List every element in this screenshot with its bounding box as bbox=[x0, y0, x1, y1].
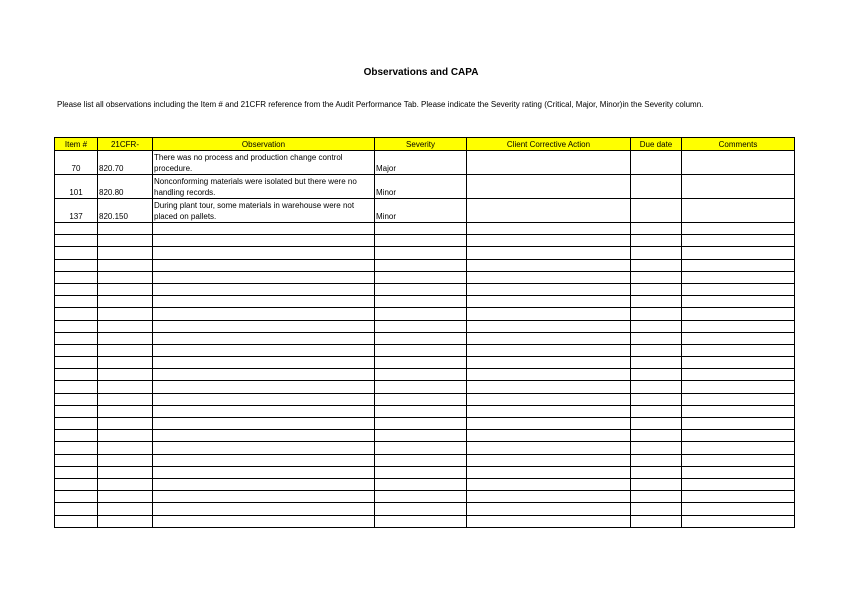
cell-severity[interactable] bbox=[375, 442, 467, 454]
empty-table-row bbox=[55, 466, 795, 478]
cell-item-number[interactable] bbox=[55, 283, 98, 295]
cell-severity[interactable] bbox=[375, 515, 467, 527]
cell-comments[interactable] bbox=[682, 271, 795, 283]
cell-severity[interactable] bbox=[375, 418, 467, 430]
empty-table-row bbox=[55, 259, 795, 271]
cell-severity[interactable] bbox=[375, 491, 467, 503]
cell-21cfr: 820.150 bbox=[98, 199, 153, 223]
cell-item-number[interactable] bbox=[55, 503, 98, 515]
cell-21cfr[interactable] bbox=[98, 247, 153, 259]
cell-observation[interactable] bbox=[153, 344, 375, 356]
cell-21cfr: 820.80 bbox=[98, 175, 153, 199]
cell-item-number[interactable] bbox=[55, 247, 98, 259]
cell-observation[interactable] bbox=[153, 308, 375, 320]
cell-item-number[interactable] bbox=[55, 418, 98, 430]
cell-due-date[interactable] bbox=[631, 296, 682, 308]
cell-item-number[interactable] bbox=[55, 357, 98, 369]
empty-table-row bbox=[55, 223, 795, 235]
cell-due-date[interactable] bbox=[631, 199, 682, 223]
cell-item-number: 101 bbox=[55, 175, 98, 199]
cell-severity[interactable] bbox=[375, 223, 467, 235]
empty-table-row bbox=[55, 332, 795, 344]
cell-severity[interactable] bbox=[375, 320, 467, 332]
cell-observation[interactable] bbox=[153, 296, 375, 308]
cell-21cfr[interactable] bbox=[98, 503, 153, 515]
cell-item-number: 137 bbox=[55, 199, 98, 223]
cell-comments[interactable] bbox=[682, 515, 795, 527]
cell-item-number[interactable] bbox=[55, 259, 98, 271]
cell-severity[interactable] bbox=[375, 430, 467, 442]
cell-observation[interactable] bbox=[153, 357, 375, 369]
cell-observation[interactable] bbox=[153, 405, 375, 417]
empty-table-row bbox=[55, 344, 795, 356]
cell-21cfr[interactable] bbox=[98, 381, 153, 393]
cell-severity[interactable] bbox=[375, 369, 467, 381]
cell-comments[interactable] bbox=[682, 466, 795, 478]
cell-observation[interactable] bbox=[153, 503, 375, 515]
cell-21cfr[interactable] bbox=[98, 478, 153, 490]
cell-item-number[interactable] bbox=[55, 320, 98, 332]
empty-table-row bbox=[55, 430, 795, 442]
table-row bbox=[55, 175, 795, 199]
cell-severity: Minor bbox=[375, 175, 467, 199]
cell-comments[interactable] bbox=[682, 491, 795, 503]
cell-observation[interactable] bbox=[153, 247, 375, 259]
empty-table-row bbox=[55, 418, 795, 430]
cell-comments[interactable] bbox=[682, 175, 795, 199]
cell-observation[interactable] bbox=[153, 442, 375, 454]
empty-table-row bbox=[55, 393, 795, 405]
cell-due-date[interactable] bbox=[631, 259, 682, 271]
cell-observation: During plant tour, some materials in warehouse were not placed on pallets. bbox=[153, 199, 375, 223]
cell-observation[interactable] bbox=[153, 491, 375, 503]
cell-observation[interactable] bbox=[153, 478, 375, 490]
cell-21cfr[interactable] bbox=[98, 393, 153, 405]
header-comments: Comments bbox=[682, 138, 795, 151]
cell-severity: Major bbox=[375, 151, 467, 175]
cell-severity: Minor bbox=[375, 199, 467, 223]
cell-item-number[interactable] bbox=[55, 491, 98, 503]
cell-comments[interactable] bbox=[682, 454, 795, 466]
empty-table-row bbox=[55, 320, 795, 332]
cell-comments[interactable] bbox=[682, 478, 795, 490]
cell-severity[interactable] bbox=[375, 478, 467, 490]
cell-due-date[interactable] bbox=[631, 442, 682, 454]
cell-item-number[interactable] bbox=[55, 235, 98, 247]
cell-item-number[interactable] bbox=[55, 223, 98, 235]
cell-comments[interactable] bbox=[682, 344, 795, 356]
cell-observation[interactable] bbox=[153, 430, 375, 442]
cell-due-date[interactable] bbox=[631, 344, 682, 356]
cell-observation: There was no process and production change control procedure. bbox=[153, 151, 375, 175]
cell-observation[interactable] bbox=[153, 332, 375, 344]
cell-comments[interactable] bbox=[682, 223, 795, 235]
cell-observation[interactable] bbox=[153, 454, 375, 466]
cell-item-number[interactable] bbox=[55, 332, 98, 344]
cell-observation[interactable] bbox=[153, 515, 375, 527]
cell-comments[interactable] bbox=[682, 235, 795, 247]
cell-21cfr[interactable] bbox=[98, 418, 153, 430]
cell-corrective-action[interactable] bbox=[467, 151, 631, 175]
cell-severity[interactable] bbox=[375, 344, 467, 356]
cell-comments[interactable] bbox=[682, 442, 795, 454]
header-row bbox=[55, 138, 795, 151]
table-row bbox=[55, 151, 795, 175]
cell-severity[interactable] bbox=[375, 393, 467, 405]
cell-due-date[interactable] bbox=[631, 247, 682, 259]
cell-comments[interactable] bbox=[682, 308, 795, 320]
cell-due-date[interactable] bbox=[631, 454, 682, 466]
cell-due-date[interactable] bbox=[631, 503, 682, 515]
empty-table-row bbox=[55, 271, 795, 283]
cell-due-date[interactable] bbox=[631, 175, 682, 199]
cell-severity[interactable] bbox=[375, 247, 467, 259]
cell-21cfr: 820.70 bbox=[98, 151, 153, 175]
cell-observation: Nonconforming materials were isolated but there were no handling records. bbox=[153, 175, 375, 199]
empty-table-row bbox=[55, 296, 795, 308]
cell-item-number[interactable] bbox=[55, 369, 98, 381]
cell-corrective-action[interactable] bbox=[467, 296, 631, 308]
cell-observation[interactable] bbox=[153, 223, 375, 235]
cell-21cfr[interactable] bbox=[98, 283, 153, 295]
instructions-text: Please list all observations including the Item # and 21CFR reference from the Audit Performance Tab. Please indicate the Severity rating (Critical, Major, Minor)in the Severity column. bbox=[57, 100, 704, 109]
cell-corrective-action[interactable] bbox=[467, 223, 631, 235]
cell-comments[interactable] bbox=[682, 296, 795, 308]
cell-21cfr[interactable] bbox=[98, 308, 153, 320]
cell-due-date[interactable] bbox=[631, 381, 682, 393]
page-title: Observations and CAPA bbox=[363, 67, 479, 78]
cell-item-number[interactable] bbox=[55, 405, 98, 417]
cell-due-date[interactable] bbox=[631, 478, 682, 490]
cell-due-date[interactable] bbox=[631, 418, 682, 430]
cell-observation[interactable] bbox=[153, 271, 375, 283]
cell-comments[interactable] bbox=[682, 199, 795, 223]
cell-item-number[interactable] bbox=[55, 442, 98, 454]
empty-table-row bbox=[55, 503, 795, 515]
cell-comments[interactable] bbox=[682, 405, 795, 417]
empty-table-row bbox=[55, 381, 795, 393]
cell-comments[interactable] bbox=[682, 259, 795, 271]
cell-observation[interactable] bbox=[153, 466, 375, 478]
cell-severity[interactable] bbox=[375, 405, 467, 417]
cell-21cfr[interactable] bbox=[98, 320, 153, 332]
cell-corrective-action[interactable] bbox=[467, 515, 631, 527]
cell-observation[interactable] bbox=[153, 259, 375, 271]
cell-corrective-action[interactable] bbox=[467, 381, 631, 393]
cell-due-date[interactable] bbox=[631, 235, 682, 247]
cell-comments[interactable] bbox=[682, 332, 795, 344]
cell-21cfr[interactable] bbox=[98, 369, 153, 381]
cell-severity[interactable] bbox=[375, 259, 467, 271]
empty-table-row bbox=[55, 405, 795, 417]
cell-due-date[interactable] bbox=[631, 271, 682, 283]
cell-comments[interactable] bbox=[682, 247, 795, 259]
cell-21cfr[interactable] bbox=[98, 491, 153, 503]
cell-severity[interactable] bbox=[375, 283, 467, 295]
cell-due-date[interactable] bbox=[631, 491, 682, 503]
cell-corrective-action[interactable] bbox=[467, 247, 631, 259]
cell-corrective-action[interactable] bbox=[467, 271, 631, 283]
cell-due-date[interactable] bbox=[631, 430, 682, 442]
empty-table-row bbox=[55, 369, 795, 381]
cell-due-date[interactable] bbox=[631, 393, 682, 405]
header-corrective-action: Client Corrective Action bbox=[467, 138, 631, 151]
cell-due-date[interactable] bbox=[631, 320, 682, 332]
cell-severity[interactable] bbox=[375, 332, 467, 344]
cell-21cfr[interactable] bbox=[98, 430, 153, 442]
empty-table-row bbox=[55, 283, 795, 295]
cell-item-number[interactable] bbox=[55, 430, 98, 442]
cell-due-date[interactable] bbox=[631, 223, 682, 235]
cell-item-number[interactable] bbox=[55, 344, 98, 356]
cell-severity[interactable] bbox=[375, 381, 467, 393]
cell-item-number[interactable] bbox=[55, 515, 98, 527]
cell-severity[interactable] bbox=[375, 466, 467, 478]
empty-table-row bbox=[55, 247, 795, 259]
cell-corrective-action[interactable] bbox=[467, 235, 631, 247]
header-observation: Observation bbox=[153, 138, 375, 151]
cell-comments[interactable] bbox=[682, 430, 795, 442]
cell-due-date[interactable] bbox=[631, 369, 682, 381]
cell-observation[interactable] bbox=[153, 418, 375, 430]
cell-corrective-action[interactable] bbox=[467, 369, 631, 381]
cell-item-number[interactable] bbox=[55, 393, 98, 405]
cell-corrective-action[interactable] bbox=[467, 442, 631, 454]
cell-corrective-action[interactable] bbox=[467, 344, 631, 356]
cell-due-date[interactable] bbox=[631, 283, 682, 295]
empty-table-row bbox=[55, 478, 795, 490]
cell-severity[interactable] bbox=[375, 271, 467, 283]
header-21cfr: 21CFR- bbox=[98, 138, 153, 151]
cell-21cfr[interactable] bbox=[98, 296, 153, 308]
cell-comments[interactable] bbox=[682, 151, 795, 175]
cell-severity[interactable] bbox=[375, 357, 467, 369]
cell-corrective-action[interactable] bbox=[467, 503, 631, 515]
header-severity: Severity bbox=[375, 138, 467, 151]
cell-21cfr[interactable] bbox=[98, 235, 153, 247]
cell-21cfr[interactable] bbox=[98, 223, 153, 235]
cell-corrective-action[interactable] bbox=[467, 430, 631, 442]
cell-comments[interactable] bbox=[682, 357, 795, 369]
empty-table-row bbox=[55, 491, 795, 503]
cell-corrective-action[interactable] bbox=[467, 175, 631, 199]
header-item-number: Item # bbox=[55, 138, 98, 151]
cell-corrective-action[interactable] bbox=[467, 199, 631, 223]
cell-corrective-action[interactable] bbox=[467, 478, 631, 490]
cell-observation[interactable] bbox=[153, 369, 375, 381]
cell-corrective-action[interactable] bbox=[467, 393, 631, 405]
cell-item-number[interactable] bbox=[55, 296, 98, 308]
cell-due-date[interactable] bbox=[631, 308, 682, 320]
cell-due-date[interactable] bbox=[631, 405, 682, 417]
cell-observation[interactable] bbox=[153, 393, 375, 405]
cell-item-number: 70 bbox=[55, 151, 98, 175]
cell-item-number[interactable] bbox=[55, 381, 98, 393]
cell-comments[interactable] bbox=[682, 369, 795, 381]
cell-21cfr[interactable] bbox=[98, 259, 153, 271]
empty-table-row bbox=[55, 442, 795, 454]
observations-table bbox=[54, 137, 795, 528]
empty-table-row bbox=[55, 308, 795, 320]
cell-item-number[interactable] bbox=[55, 308, 98, 320]
cell-corrective-action[interactable] bbox=[467, 454, 631, 466]
cell-corrective-action[interactable] bbox=[467, 466, 631, 478]
cell-corrective-action[interactable] bbox=[467, 491, 631, 503]
cell-comments[interactable] bbox=[682, 381, 795, 393]
cell-corrective-action[interactable] bbox=[467, 283, 631, 295]
cell-21cfr[interactable] bbox=[98, 344, 153, 356]
cell-due-date[interactable] bbox=[631, 466, 682, 478]
cell-corrective-action[interactable] bbox=[467, 332, 631, 344]
empty-table-row bbox=[55, 454, 795, 466]
cell-due-date[interactable] bbox=[631, 151, 682, 175]
cell-severity[interactable] bbox=[375, 235, 467, 247]
empty-table-row bbox=[55, 515, 795, 527]
cell-comments[interactable] bbox=[682, 393, 795, 405]
cell-severity[interactable] bbox=[375, 454, 467, 466]
cell-21cfr[interactable] bbox=[98, 405, 153, 417]
cell-due-date[interactable] bbox=[631, 332, 682, 344]
cell-21cfr[interactable] bbox=[98, 515, 153, 527]
cell-comments[interactable] bbox=[682, 283, 795, 295]
cell-severity[interactable] bbox=[375, 296, 467, 308]
cell-due-date[interactable] bbox=[631, 515, 682, 527]
cell-item-number[interactable] bbox=[55, 478, 98, 490]
cell-21cfr[interactable] bbox=[98, 271, 153, 283]
cell-observation[interactable] bbox=[153, 283, 375, 295]
cell-21cfr[interactable] bbox=[98, 466, 153, 478]
cell-item-number[interactable] bbox=[55, 271, 98, 283]
cell-corrective-action[interactable] bbox=[467, 357, 631, 369]
table-row bbox=[55, 199, 795, 223]
cell-21cfr[interactable] bbox=[98, 332, 153, 344]
cell-comments[interactable] bbox=[682, 503, 795, 515]
cell-observation[interactable] bbox=[153, 381, 375, 393]
cell-21cfr[interactable] bbox=[98, 442, 153, 454]
cell-corrective-action[interactable] bbox=[467, 308, 631, 320]
cell-observation[interactable] bbox=[153, 235, 375, 247]
empty-table-row bbox=[55, 235, 795, 247]
cell-item-number[interactable] bbox=[55, 454, 98, 466]
cell-corrective-action[interactable] bbox=[467, 320, 631, 332]
cell-observation[interactable] bbox=[153, 320, 375, 332]
header-due-date: Due date bbox=[631, 138, 682, 151]
empty-table-row bbox=[55, 357, 795, 369]
cell-corrective-action[interactable] bbox=[467, 418, 631, 430]
cell-21cfr[interactable] bbox=[98, 454, 153, 466]
cell-corrective-action[interactable] bbox=[467, 405, 631, 417]
cell-due-date[interactable] bbox=[631, 357, 682, 369]
cell-severity[interactable] bbox=[375, 503, 467, 515]
cell-corrective-action[interactable] bbox=[467, 259, 631, 271]
cell-21cfr[interactable] bbox=[98, 357, 153, 369]
cell-comments[interactable] bbox=[682, 418, 795, 430]
cell-severity[interactable] bbox=[375, 308, 467, 320]
cell-comments[interactable] bbox=[682, 320, 795, 332]
cell-item-number[interactable] bbox=[55, 466, 98, 478]
